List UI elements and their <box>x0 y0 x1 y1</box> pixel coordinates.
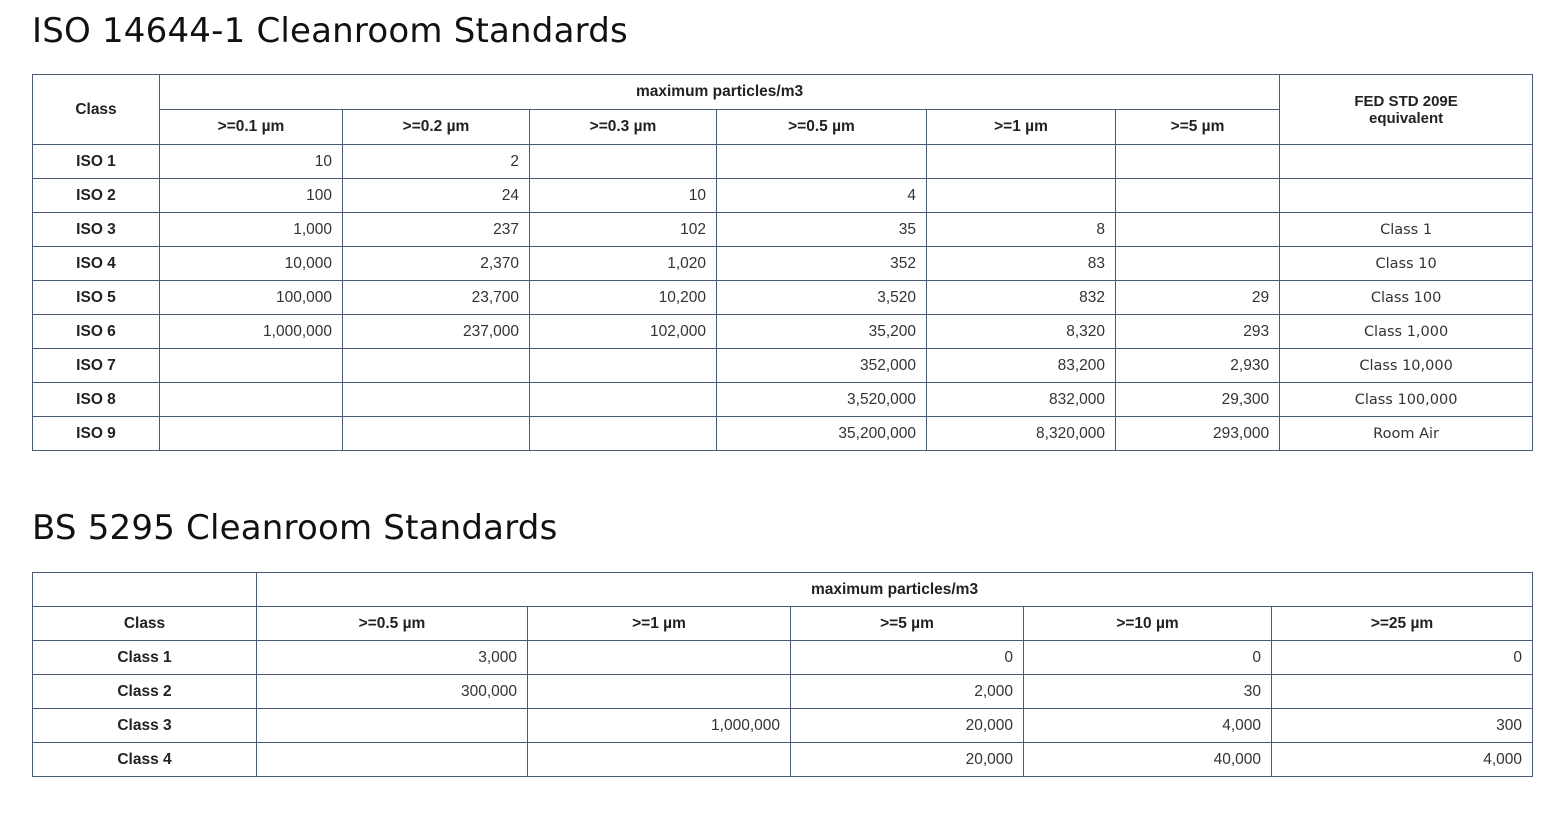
iso-value-cell <box>343 383 530 417</box>
iso-table-row <box>33 315 1533 349</box>
iso-value-cell: 1,000 <box>160 213 343 247</box>
iso-value-cell: 23,700 <box>343 281 530 315</box>
bs-value-cell <box>528 675 791 709</box>
iso-value-cell <box>530 417 717 451</box>
iso-size-header: >=1 µm <box>927 110 1116 145</box>
iso-value-cell: 3,520,000 <box>717 383 927 417</box>
iso-value-cell: 83,200 <box>927 349 1116 383</box>
bs-section-title: BS 5295 Cleanroom Standards <box>32 508 558 548</box>
iso-section-title: ISO 14644-1 Cleanroom Standards <box>32 11 628 51</box>
bs-standards-table <box>32 572 1533 777</box>
iso-value-cell: 1,020 <box>530 247 717 281</box>
bs-table-row <box>33 641 1533 675</box>
iso-value-cell: 293,000 <box>1116 417 1280 451</box>
bs-header-row-2 <box>33 607 1533 641</box>
iso-value-cell: 8,320,000 <box>927 417 1116 451</box>
bs-class-header: Class <box>33 607 257 641</box>
iso-class-header: Class <box>33 75 160 145</box>
iso-value-cell: 237 <box>343 213 530 247</box>
iso-fed-equivalent-cell <box>1280 179 1533 213</box>
iso-value-cell: 102,000 <box>530 315 717 349</box>
bs-size-header: >=5 µm <box>791 607 1024 641</box>
iso-value-cell: 100 <box>160 179 343 213</box>
iso-size-header: >=0.5 µm <box>717 110 927 145</box>
iso-standards-table <box>32 74 1533 451</box>
iso-value-cell: 293 <box>1116 315 1280 349</box>
iso-class-cell: ISO 1 <box>33 145 160 179</box>
iso-table-row <box>33 417 1533 451</box>
bs-value-cell: 0 <box>1272 641 1533 675</box>
bs-table-row <box>33 709 1533 743</box>
iso-table-row <box>33 145 1533 179</box>
bs-size-header: >=25 µm <box>1272 607 1533 641</box>
iso-class-cell: ISO 2 <box>33 179 160 213</box>
iso-value-cell <box>530 349 717 383</box>
iso-fed-equivalent-cell <box>1280 145 1533 179</box>
fed-header-line2: equivalent <box>1368 109 1444 127</box>
iso-value-cell: 102 <box>530 213 717 247</box>
iso-fed-equivalent-cell: Room Air <box>1280 417 1533 451</box>
iso-value-cell <box>160 349 343 383</box>
iso-value-cell <box>1116 213 1280 247</box>
iso-table-row <box>33 281 1533 315</box>
iso-fed-equivalent-cell: Class 10,000 <box>1280 349 1533 383</box>
iso-value-cell: 10 <box>160 145 343 179</box>
bs-class-cell: Class 4 <box>33 743 257 777</box>
iso-value-cell <box>160 417 343 451</box>
iso-value-cell: 35,200 <box>717 315 927 349</box>
fed-header-line1: FED STD 209E <box>1354 92 1458 110</box>
bs-value-cell: 40,000 <box>1024 743 1272 777</box>
iso-value-cell <box>343 349 530 383</box>
bs-value-cell: 300,000 <box>257 675 528 709</box>
iso-class-cell: ISO 5 <box>33 281 160 315</box>
bs-header-row-1 <box>33 573 1533 607</box>
iso-value-cell: 10,200 <box>530 281 717 315</box>
iso-value-cell <box>927 145 1116 179</box>
iso-value-cell: 352 <box>717 247 927 281</box>
iso-class-cell: ISO 6 <box>33 315 160 349</box>
iso-value-cell: 832 <box>927 281 1116 315</box>
iso-value-cell: 29 <box>1116 281 1280 315</box>
iso-value-cell: 10 <box>530 179 717 213</box>
iso-table-row <box>33 179 1533 213</box>
iso-value-cell: 832,000 <box>927 383 1116 417</box>
iso-fed-equivalent-cell: Class 100 <box>1280 281 1533 315</box>
iso-value-cell: 237,000 <box>343 315 530 349</box>
bs-value-cell: 30 <box>1024 675 1272 709</box>
iso-value-cell: 10,000 <box>160 247 343 281</box>
iso-value-cell <box>1116 145 1280 179</box>
iso-value-cell: 35,200,000 <box>717 417 927 451</box>
iso-class-cell: ISO 9 <box>33 417 160 451</box>
bs-blank-header <box>33 573 257 607</box>
bs-value-cell: 1,000,000 <box>528 709 791 743</box>
bs-value-cell: 4,000 <box>1272 743 1533 777</box>
bs-value-cell: 2,000 <box>791 675 1024 709</box>
iso-fed-equivalent-cell: Class 1 <box>1280 213 1533 247</box>
iso-value-cell <box>1116 247 1280 281</box>
bs-class-cell: Class 1 <box>33 641 257 675</box>
iso-fed-equivalent-cell: Class 10 <box>1280 247 1533 281</box>
iso-value-cell: 8 <box>927 213 1116 247</box>
iso-fed-equivalent-cell: Class 100,000 <box>1280 383 1533 417</box>
bs-value-cell: 4,000 <box>1024 709 1272 743</box>
iso-table-row <box>33 247 1533 281</box>
iso-table-row <box>33 349 1533 383</box>
bs-size-header: >=10 µm <box>1024 607 1272 641</box>
iso-value-cell <box>1116 179 1280 213</box>
iso-value-cell <box>530 145 717 179</box>
iso-value-cell <box>343 417 530 451</box>
iso-group-header: maximum particles/m3 <box>160 75 1280 110</box>
bs-value-cell: 20,000 <box>791 743 1024 777</box>
iso-value-cell: 8,320 <box>927 315 1116 349</box>
iso-size-header: >=0.3 µm <box>530 110 717 145</box>
bs-value-cell <box>528 641 791 675</box>
iso-fed-header <box>1280 75 1533 145</box>
bs-table-row <box>33 675 1533 709</box>
iso-value-cell: 2,370 <box>343 247 530 281</box>
iso-value-cell: 83 <box>927 247 1116 281</box>
iso-value-cell: 2 <box>343 145 530 179</box>
iso-size-header: >=0.1 µm <box>160 110 343 145</box>
bs-value-cell: 0 <box>1024 641 1272 675</box>
iso-class-cell: ISO 7 <box>33 349 160 383</box>
bs-value-cell <box>257 709 528 743</box>
bs-value-cell: 3,000 <box>257 641 528 675</box>
bs-class-cell: Class 2 <box>33 675 257 709</box>
iso-table-row <box>33 383 1533 417</box>
iso-value-cell: 352,000 <box>717 349 927 383</box>
iso-value-cell: 35 <box>717 213 927 247</box>
bs-value-cell: 0 <box>791 641 1024 675</box>
bs-value-cell <box>1272 675 1533 709</box>
iso-value-cell <box>530 383 717 417</box>
iso-value-cell <box>160 383 343 417</box>
bs-size-header: >=0.5 µm <box>257 607 528 641</box>
iso-value-cell <box>927 179 1116 213</box>
bs-value-cell <box>528 743 791 777</box>
iso-class-cell: ISO 8 <box>33 383 160 417</box>
bs-value-cell <box>257 743 528 777</box>
iso-fed-equivalent-cell: Class 1,000 <box>1280 315 1533 349</box>
iso-value-cell: 4 <box>717 179 927 213</box>
iso-value-cell: 2,930 <box>1116 349 1280 383</box>
iso-header-row-1 <box>33 75 1533 110</box>
iso-value-cell: 3,520 <box>717 281 927 315</box>
iso-class-cell: ISO 4 <box>33 247 160 281</box>
bs-table-row <box>33 743 1533 777</box>
iso-value-cell: 24 <box>343 179 530 213</box>
iso-value-cell: 100,000 <box>160 281 343 315</box>
iso-table-row <box>33 213 1533 247</box>
bs-class-cell: Class 3 <box>33 709 257 743</box>
bs-size-header: >=1 µm <box>528 607 791 641</box>
iso-value-cell: 29,300 <box>1116 383 1280 417</box>
iso-class-cell: ISO 3 <box>33 213 160 247</box>
bs-value-cell: 300 <box>1272 709 1533 743</box>
iso-size-header: >=5 µm <box>1116 110 1280 145</box>
iso-value-cell: 1,000,000 <box>160 315 343 349</box>
iso-size-header: >=0.2 µm <box>343 110 530 145</box>
iso-value-cell <box>717 145 927 179</box>
bs-value-cell: 20,000 <box>791 709 1024 743</box>
bs-group-header: maximum particles/m3 <box>257 573 1533 607</box>
